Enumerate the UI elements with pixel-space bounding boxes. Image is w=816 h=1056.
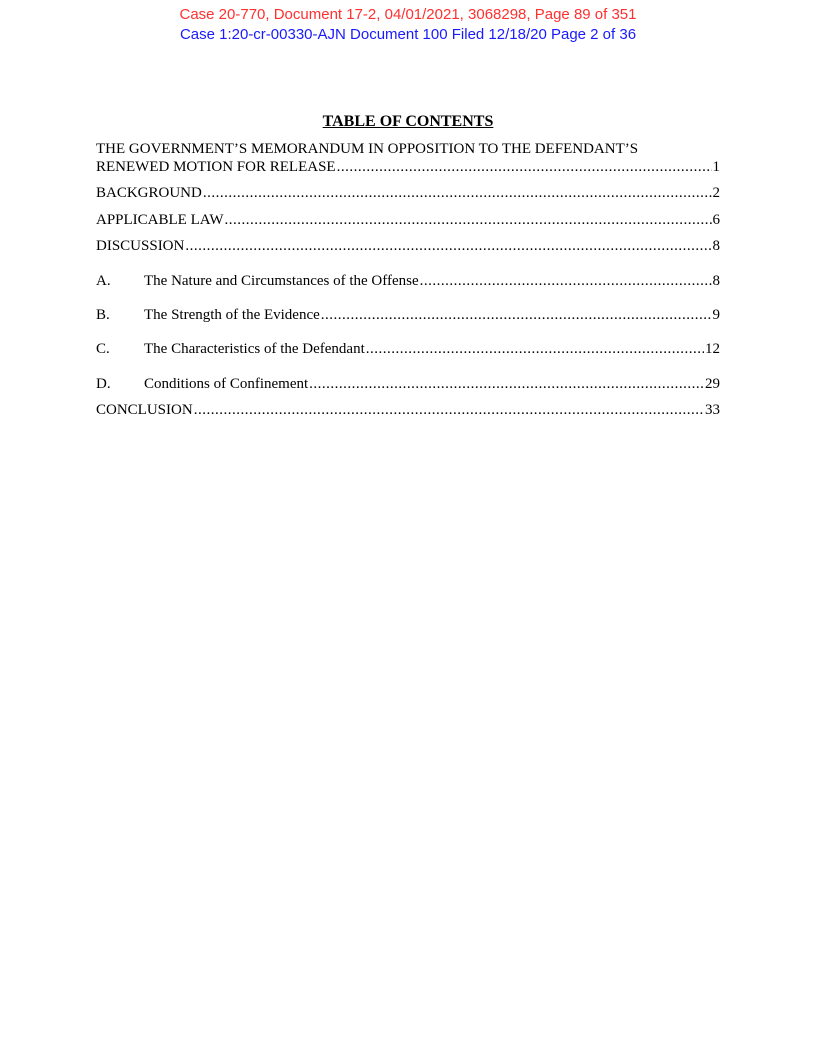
toc-subentry[interactable] <box>96 376 720 393</box>
toc-entry-label: CONCLUSION <box>96 402 193 418</box>
toc-page-number: 6 <box>712 212 720 228</box>
leader-dots <box>321 307 712 324</box>
toc-subentry[interactable] <box>96 307 720 324</box>
toc-entry-line1 <box>96 141 720 158</box>
toc-page-number: 1 <box>712 159 720 175</box>
toc-entry[interactable] <box>96 212 720 229</box>
toc-letter: C. <box>96 341 110 357</box>
toc-entry[interactable] <box>96 159 720 176</box>
toc-letter: B. <box>96 307 110 323</box>
toc-entry-label: APPLICABLE LAW <box>96 212 224 228</box>
toc-entry-label: Conditions of Confinement <box>144 376 309 392</box>
toc-entry-label: RENEWED MOTION FOR RELEASE <box>96 159 336 175</box>
toc-entry-label: DISCUSSION <box>96 238 185 254</box>
toc-entry-label: BACKGROUND <box>96 185 202 201</box>
page-title: TABLE OF CONTENTS <box>322 113 494 130</box>
toc-page-number: 8 <box>712 238 720 254</box>
toc-letter: A. <box>96 273 111 289</box>
toc-page-number: 9 <box>712 307 720 323</box>
toc-entry-label: The Strength of the Evidence <box>144 307 320 323</box>
toc-page-number: 2 <box>712 185 720 201</box>
leader-dots <box>225 212 712 229</box>
leader-dots <box>366 341 704 358</box>
toc-subentry[interactable] <box>96 341 720 358</box>
toc-entry[interactable] <box>96 185 720 202</box>
toc-subentry[interactable] <box>96 273 720 290</box>
toc-page-number: 12 <box>705 341 720 357</box>
leader-dots <box>420 273 712 290</box>
toc-entry-label: THE GOVERNMENT’S MEMORANDUM IN OPPOSITION TO THE DEFENDANT’S <box>96 141 639 157</box>
toc-entry-label: The Nature and Circumstances of the Offense <box>144 273 419 289</box>
appeal-filing-stamp: Case 20-770, Document 17-2, 04/01/2021, 3068298, Page 89 of 351 <box>179 6 637 23</box>
toc-entry[interactable] <box>96 402 720 419</box>
leader-dots <box>203 185 712 202</box>
leader-dots <box>337 159 712 176</box>
toc-page-number: 29 <box>705 376 720 392</box>
district-filing-stamp: Case 1:20-cr-00330-AJN Document 100 Filed 12/18/20 Page 2 of 36 <box>179 26 637 43</box>
toc-page-number: 8 <box>712 273 720 289</box>
toc-letter: D. <box>96 376 111 392</box>
leader-dots <box>185 238 711 255</box>
leader-dots <box>194 402 704 419</box>
toc-entry-label: The Characteristics of the Defendant <box>144 341 365 357</box>
toc-page-number: 33 <box>705 402 720 418</box>
toc-entry[interactable] <box>96 238 720 255</box>
leader-dots <box>309 376 704 393</box>
